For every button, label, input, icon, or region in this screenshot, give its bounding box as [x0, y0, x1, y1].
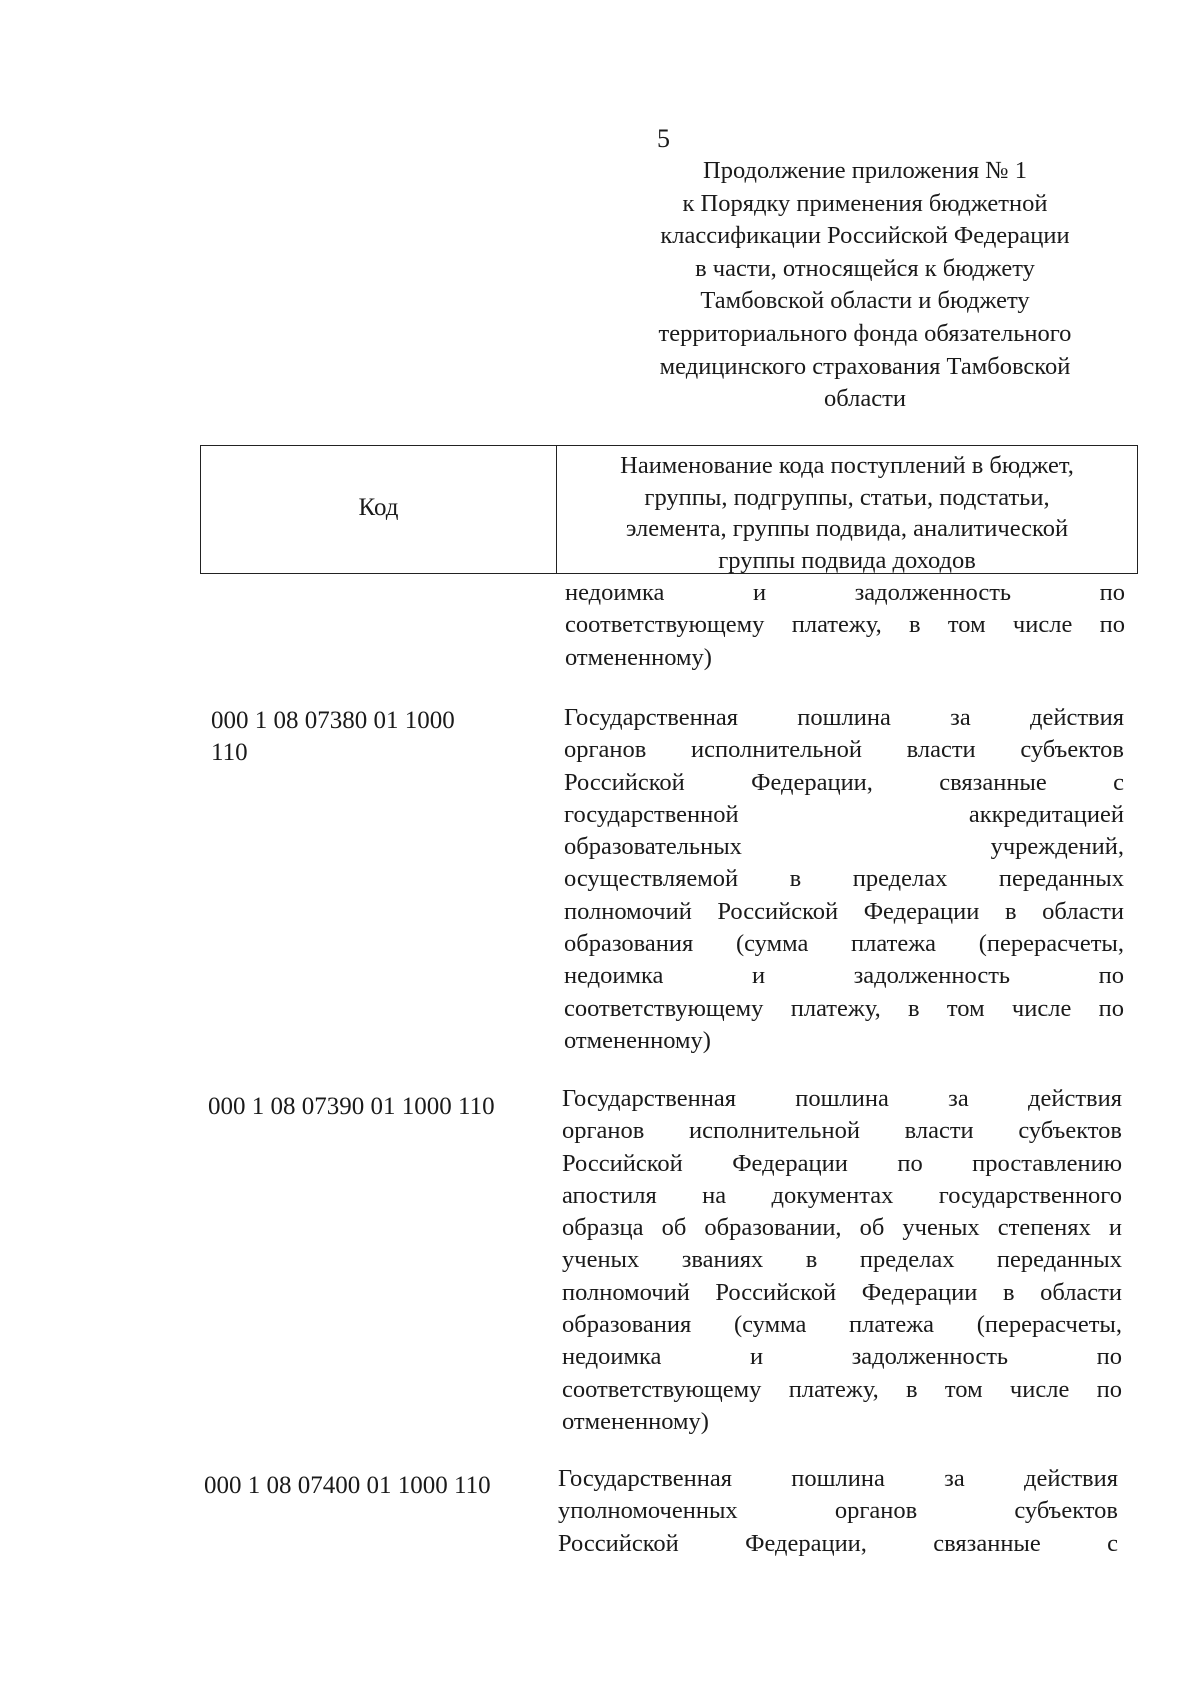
description-line: Российской Федерации, связанные с [564, 768, 1124, 796]
description-line: соответствующему платежу, в том числе по [564, 994, 1124, 1022]
income-code-line: 000 1 08 07400 01 1000 110 [204, 1472, 491, 1499]
description-line: образования (сумма платежа (перерасчеты, [564, 930, 1124, 958]
description-line: органов исполнительной власти субъектов [562, 1117, 1122, 1145]
description-line: Государственная пошлина за действия [558, 1465, 1118, 1492]
description-line: государственной аккредитацией [564, 800, 1124, 828]
income-code-line: 000 1 08 07380 01 1000 [211, 707, 455, 734]
appendix-header-line: территориального фонда обязательного [658, 319, 1072, 347]
description-line: Российской Федерации, связанные с [558, 1529, 1118, 1557]
header-name-cell [557, 446, 1137, 573]
appendix-header-line: области [824, 385, 906, 413]
page-number: 5 [657, 124, 670, 153]
income-code [211, 705, 455, 769]
description-line: образования (сумма платежа (перерасчеты, [562, 1311, 1122, 1339]
description-line: образца об образовании, об ученых степенях и [562, 1214, 1122, 1242]
description-line: Государственная пошлина за действия [564, 704, 1124, 731]
description-line: соответствующему платежу, в том числе по [562, 1375, 1122, 1403]
description-line: Российской Федерации по проставлению [562, 1149, 1122, 1177]
income-code [204, 1470, 491, 1502]
appendix-header [620, 155, 1110, 416]
description-line: Государственная пошлина за действия [562, 1085, 1122, 1112]
description-line: полномочий Российской Федерации в области [562, 1278, 1122, 1306]
description-line: недоимка и задолженность по [565, 579, 1125, 606]
header-name-line: группы, подгруппы, статьи, подстатьи, [644, 483, 1050, 511]
appendix-header-line: к Порядку применения бюджетной [682, 189, 1048, 217]
description-line: недоимка и задолженность по [564, 962, 1124, 990]
description-line: органов исполнительной власти субъектов [564, 736, 1124, 764]
income-description [562, 1083, 1122, 1438]
code-table-header [200, 445, 1138, 574]
appendix-header-line: в части, относящейся к бюджету [695, 254, 1035, 282]
income-description [565, 577, 1125, 674]
appendix-header-line: Тамбовской области и бюджету [700, 287, 1030, 315]
header-name-line: группы подвида доходов [718, 546, 976, 574]
header-code-cell: Код [201, 446, 557, 573]
description-line: отмененному) [564, 1026, 711, 1054]
appendix-header-line: Продолжение приложения № 1 [703, 157, 1027, 184]
description-line: соответствующему платежу, в том числе по [565, 611, 1125, 639]
income-description [558, 1463, 1118, 1560]
description-line: отмененному) [562, 1407, 709, 1435]
appendix-header-line: медицинского страхования Тамбовской [659, 352, 1071, 380]
income-code-line: 110 [211, 739, 248, 766]
description-line: образовательных учреждений, [564, 833, 1124, 861]
income-code-line: 000 1 08 07390 01 1000 110 [208, 1093, 495, 1120]
description-line: ученых званиях в пределах переданных [562, 1246, 1122, 1274]
header-name-line: элемента, группы подвида, аналитической [625, 515, 1069, 542]
income-code [208, 1091, 495, 1123]
description-line: полномочий Российской Федерации в области [564, 897, 1124, 925]
appendix-header-line: классификации Российской Федерации [660, 222, 1070, 250]
description-line: уполномоченных органов субъектов [558, 1497, 1118, 1525]
header-name-line: Наименование кода поступлений в бюджет, [620, 452, 1074, 479]
description-line: отмененному) [565, 643, 712, 671]
description-line: осуществляемой в пределах переданных [564, 865, 1124, 893]
description-line: недоимка и задолженность по [562, 1343, 1122, 1371]
income-description [564, 702, 1124, 1057]
description-line: апостиля на документах государственного [562, 1181, 1122, 1209]
